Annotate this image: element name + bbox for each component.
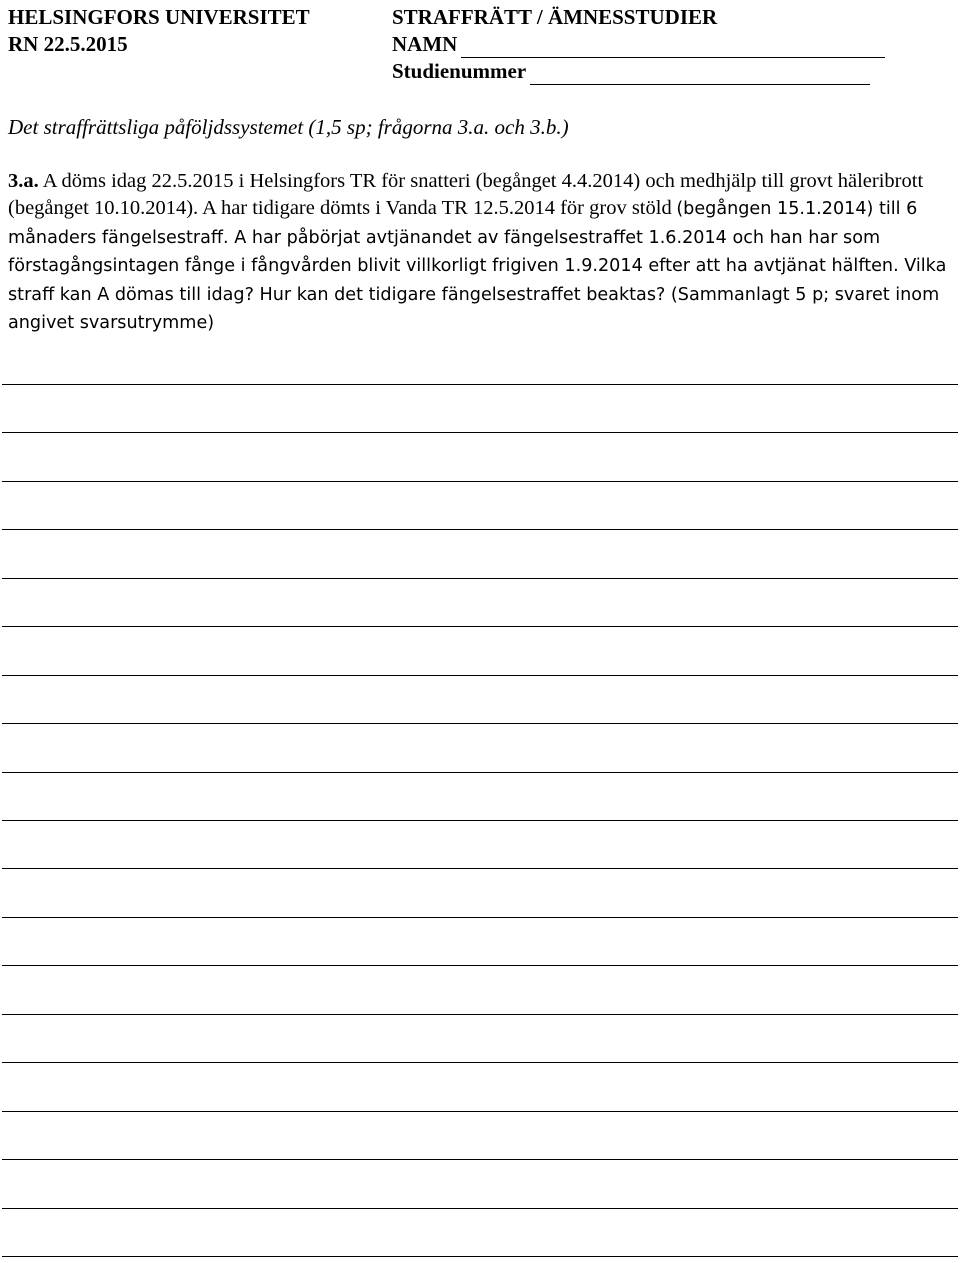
question-3a <box>8 168 958 337</box>
question-text-part2: (begången 15.1.2014) till 6 månaders fängelsestraff. A har påbörjat avtjänandet av fängelsestraffet 1.6.2014 och han har som förstagångsintagen fånge i fångvården blivit villkorligt frigiven 1.9.2014 efter att ha avtjänat hälften. Vilka straff kan A dömas till idag? Hur kan det tidigare fängelsestraffet beaktas? (Sammanlagt 5 p; svaret inom angivet svarsutrymme) <box>8 199 947 334</box>
header-left <box>8 4 310 58</box>
answer-line[interactable] <box>2 1014 958 1015</box>
answer-line[interactable] <box>2 868 958 869</box>
answer-line[interactable] <box>2 965 958 966</box>
university-name: HELSINGFORS UNIVERSITET <box>8 5 310 29</box>
answer-line[interactable] <box>2 481 958 482</box>
question-text-part1: A döms idag 22.5.2015 i Helsingfors TR för snatteri (begånget 4.4.2014) och medhjälp till grovt häleribrott (begånget 10.10.2014). A har tidigare dömts i Vanda TR 12.5.2014 för grov stöld <box>8 170 924 220</box>
answer-line[interactable] <box>2 1062 958 1063</box>
header-right <box>392 4 912 85</box>
course-title: STRAFFRÄTT / ÄMNESSTUDIER <box>392 5 718 29</box>
name-field[interactable] <box>461 37 885 58</box>
student-number-label: Studienummer <box>392 59 527 83</box>
answer-line[interactable] <box>2 772 958 773</box>
answer-line[interactable] <box>2 578 958 579</box>
section-title: Det straffrättsliga påföljdssystemet (1,5 sp; frågorna 3.a. och 3.b.) <box>8 115 569 139</box>
student-number-field-row <box>392 58 912 85</box>
answer-line[interactable] <box>2 723 958 724</box>
student-number-field[interactable] <box>530 64 870 85</box>
answer-line[interactable] <box>2 626 958 627</box>
name-field-row <box>392 31 912 58</box>
name-label: NAMN <box>392 32 458 56</box>
answer-line[interactable] <box>2 384 958 385</box>
answer-line[interactable] <box>2 917 958 918</box>
question-label: 3.a. <box>8 170 39 192</box>
answer-line[interactable] <box>2 675 958 676</box>
answer-line[interactable] <box>2 432 958 433</box>
answer-line[interactable] <box>2 1208 958 1209</box>
answer-line[interactable] <box>2 1111 958 1112</box>
answer-line[interactable] <box>2 1159 958 1160</box>
exam-date: RN 22.5.2015 <box>8 32 128 56</box>
answer-line[interactable] <box>2 1256 958 1257</box>
answer-line[interactable] <box>2 529 958 530</box>
answer-line[interactable] <box>2 820 958 821</box>
